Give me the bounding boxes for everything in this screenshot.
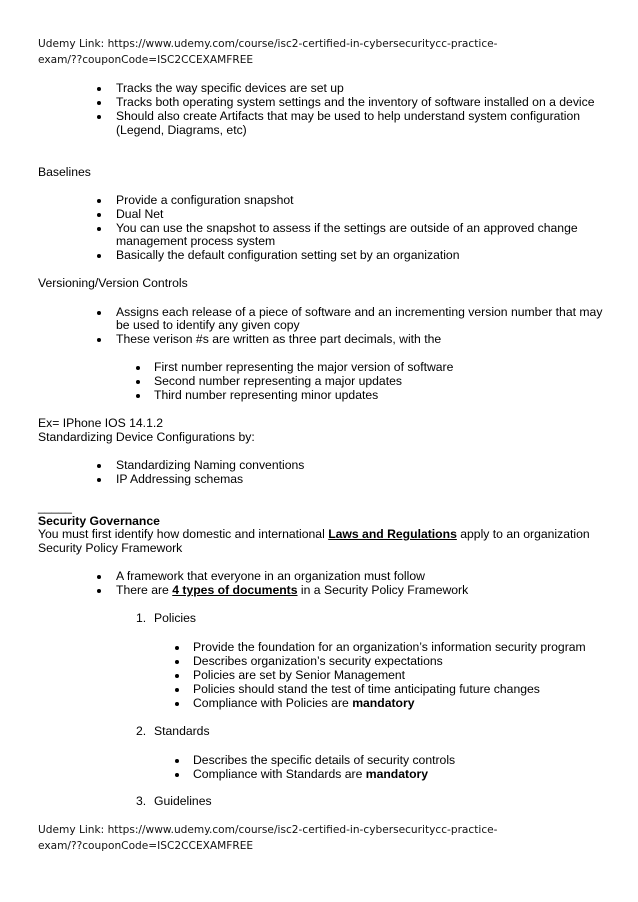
four-types-emphasis: 4 types of documents (172, 583, 298, 597)
list-item: Tracks both operating system settings and the inventory of software installed on a device (116, 95, 595, 109)
list-item (116, 583, 468, 597)
intro-text: You must first identify how domestic and international (38, 527, 329, 541)
mandatory-emphasis: mandatory (352, 696, 415, 710)
list-item-text-end: in a Security Policy Framework (297, 583, 469, 597)
sub-list-item: Second number representing a major updates (154, 374, 402, 388)
example-text: Ex= IPhone IOS 14.1.2 (38, 416, 164, 430)
numbered-item-guidelines: Guidelines (154, 794, 212, 808)
bullet-icon (175, 660, 179, 664)
section-heading-baselines: Baselines (38, 165, 91, 179)
governance-intro (38, 527, 590, 541)
numbered-item-standards: Standards (154, 724, 210, 738)
section-heading-governance: Security Governance (38, 514, 160, 528)
bullet-icon (97, 478, 101, 482)
list-item: Basically the default configuration setting set by an organization (116, 248, 460, 262)
numbered-item-number: 1. (136, 611, 147, 625)
sub-list-item: Policies should stand the test of time anticipating future changes (193, 682, 540, 696)
list-item: These verison #s are written as three part decimals, with the (116, 332, 442, 346)
bullet-icon (97, 115, 101, 119)
laws-regulations-emphasis: Laws and Regulations (328, 527, 457, 541)
bullet-icon (97, 199, 101, 203)
bullet-icon (175, 688, 179, 692)
divider-line: _____ (38, 500, 72, 514)
list-item: A framework that everyone in an organization must follow (116, 569, 425, 583)
header-link-line-1: Udemy Link: https://www.udemy.com/course/isc2-certified-in-cybersecuritycc-practice- (38, 38, 498, 50)
bullet-icon (136, 394, 140, 398)
list-item: You can use the snapshot to assess if the settings are outside of an approved change (116, 221, 578, 235)
bullet-icon (97, 589, 101, 593)
sub-list-item: Third number representing minor updates (154, 388, 379, 402)
numbered-item-number: 2. (136, 724, 147, 738)
sub-list-item (193, 696, 415, 710)
sub-list-item (193, 767, 428, 781)
framework-heading: Security Policy Framework (38, 541, 183, 555)
bullet-icon (136, 380, 140, 384)
sub-list-item: Policies are set by Senior Management (193, 668, 406, 682)
footer-link-line-2: exam/??couponCode=ISC2CCEXAMFREE (38, 840, 254, 852)
mandatory-emphasis: mandatory (365, 767, 429, 781)
sub-list-item: Describes organization’s security expectations (193, 654, 443, 668)
header-link-line-2: exam/??couponCode=ISC2CCEXAMFREE (38, 54, 254, 66)
section-heading-versioning: Versioning/Version Controls (38, 276, 188, 290)
numbered-item-policies: Policies (154, 611, 196, 625)
intro-text-end: apply to an organization (456, 527, 590, 541)
bullet-icon (97, 227, 101, 231)
list-item: Standardizing Naming conventions (116, 458, 305, 472)
list-item: Should also create Artifacts that may be used to help understand system configuration (116, 109, 581, 123)
list-item-continuation: be used to identify any given copy (116, 318, 300, 332)
list-item: IP Addressing schemas (116, 472, 244, 486)
bullet-icon (175, 702, 179, 706)
list-item-text: There are (116, 583, 173, 597)
bullet-icon (175, 773, 179, 777)
footer-link-line-1: Udemy Link: https://www.udemy.com/course/isc2-certified-in-cybersecuritycc-practice- (38, 824, 498, 836)
bullet-icon (97, 338, 101, 342)
bullet-icon (175, 674, 179, 678)
numbered-item-number: 3. (136, 794, 147, 808)
list-item: Assigns each release of a piece of software and an incrementing version number that may (116, 305, 603, 319)
list-item: Tracks the way specific devices are set up (116, 81, 344, 95)
list-item-continuation: management process system (116, 234, 276, 248)
bullet-icon (175, 646, 179, 650)
bullet-icon (136, 366, 140, 370)
list-item: Dual Net (116, 207, 164, 221)
bullet-icon (97, 213, 101, 217)
section-heading-standardizing: Standardizing Device Configurations by: (38, 430, 255, 444)
sub-list-item: First number representing the major version of software (154, 360, 454, 374)
compliance-text: Compliance with Standards are (193, 767, 366, 781)
bullet-icon (97, 311, 101, 315)
bullet-icon (97, 575, 101, 579)
bullet-icon (97, 464, 101, 468)
sub-list-item: Provide the foundation for an organization’s information security program (193, 640, 586, 654)
list-item: Provide a configuration snapshot (116, 193, 294, 207)
bullet-icon (175, 759, 179, 763)
compliance-text: Compliance with Policies are (193, 696, 353, 710)
list-item-continuation: (Legend, Diagrams, etc) (116, 123, 247, 137)
sub-list-item: Describes the specific details of security controls (193, 753, 456, 767)
bullet-icon (97, 101, 101, 105)
bullet-icon (97, 254, 101, 258)
bullet-icon (97, 87, 101, 91)
